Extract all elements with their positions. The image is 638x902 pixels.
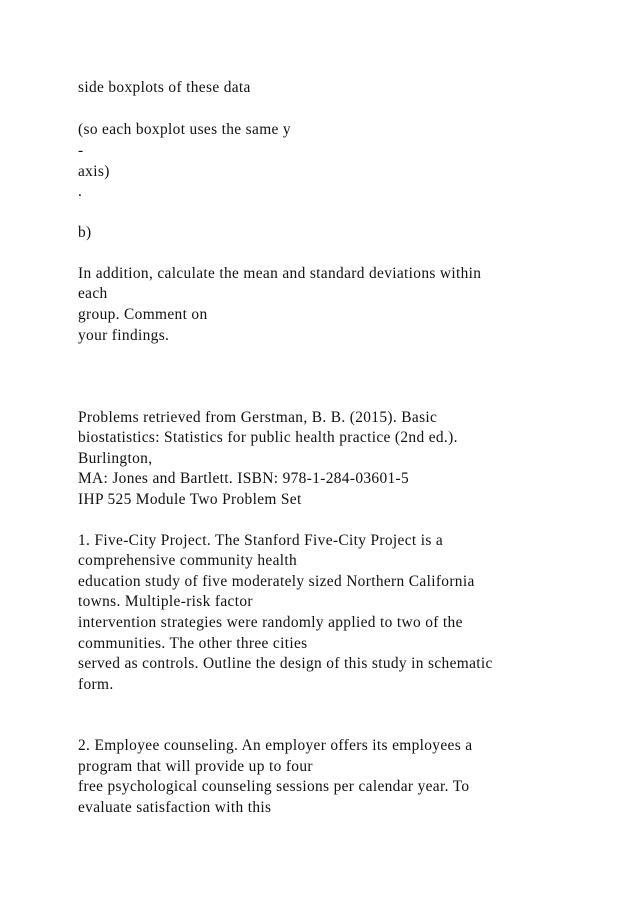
text-line: evaluate satisfaction with this [78,799,272,816]
text-line: . [78,183,83,200]
text-line: group. Comment on [78,306,208,323]
text-line: communities. The other three cities [78,635,308,652]
text-line: Problems retrieved from Gerstman, B. B. (2015). Basic [78,409,438,426]
text-line: served as controls. Outline the design of this study in schematic [78,655,493,672]
text-line: IHP 525 Module Two Problem Set [78,491,302,508]
text-line: 2. Employee counseling. An employer offers its employees a [78,737,473,754]
text-line: b) [78,224,92,241]
text-line: comprehensive community health [78,552,298,569]
text-line: education study of five moderately sized Northern California [78,573,475,590]
text-line: each [78,285,108,302]
text-line: your findings. [78,327,170,344]
text-line: MA: Jones and Bartlett. ISBN: 978-1-284-03601-5 [78,470,410,487]
text-line: axis) [78,163,110,180]
text-line: 1. Five-City Project. The Stanford Five-City Project is a [78,532,444,549]
text-line: biostatistics: Statistics for public health practice (2nd ed.). [78,429,458,446]
text-line: Burlington, [78,450,153,467]
text-line: side boxplots of these data [78,79,251,96]
text-line: (so each boxplot uses the same y [78,121,291,138]
text-line: program that will provide up to four [78,758,313,775]
text-line: towns. Multiple-risk factor [78,593,253,610]
text-line: free psychological counseling sessions per calendar year. To [78,778,470,795]
text-line: intervention strategies were randomly applied to two of the [78,614,463,631]
text-line: form. [78,676,114,693]
text-line: In addition, calculate the mean and standard deviations within [78,265,482,282]
text-line: - [78,142,84,159]
